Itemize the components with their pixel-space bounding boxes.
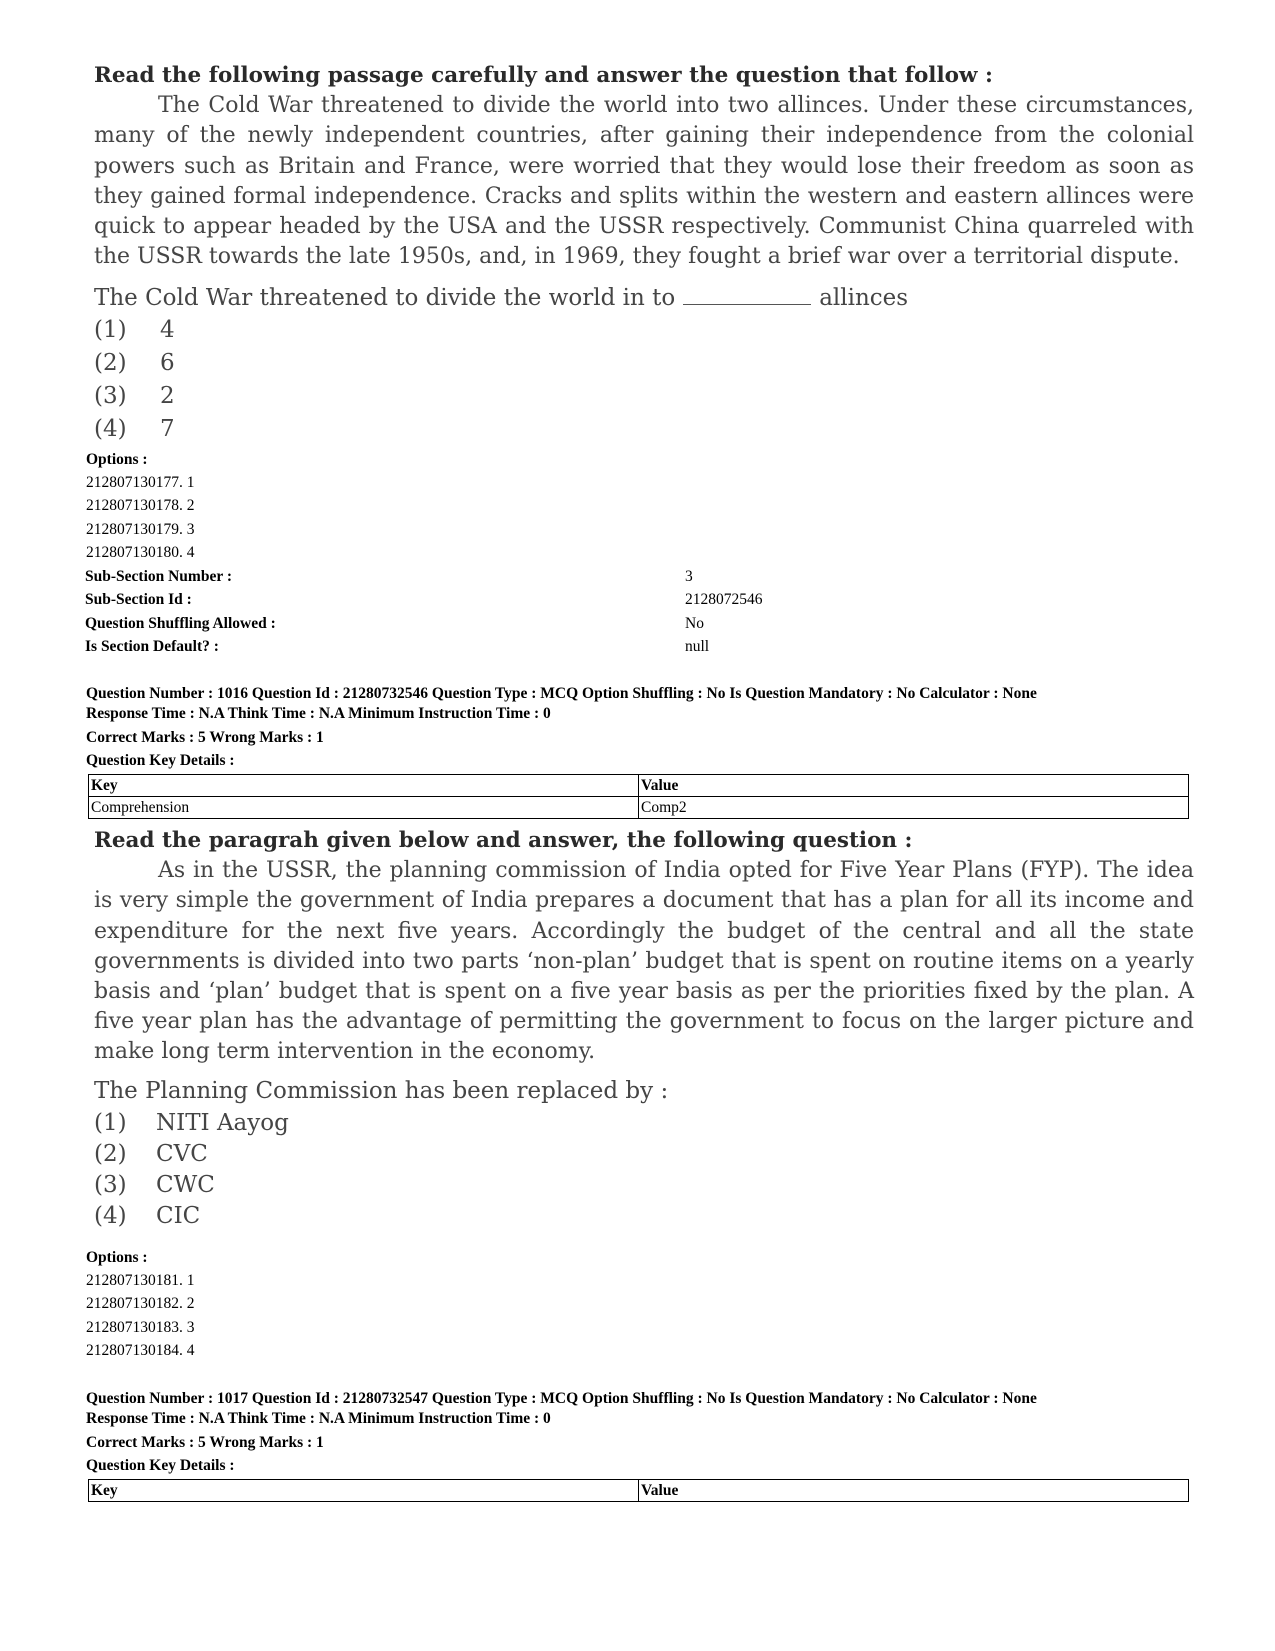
question-header-line: Question Number : 1016 Question Id : 21280732546 Question Type : MCQ Option Shuffling : No Is Question Mandatory : No Calculator : None xyxy=(86,685,1037,702)
choice-item xyxy=(94,1170,494,1201)
passage-heading: Read the paragrah given below and answer, the following question : xyxy=(94,828,913,853)
table-row xyxy=(89,797,1189,819)
question-text-1016 xyxy=(94,1076,994,1106)
choice-text: CVC xyxy=(156,1141,208,1167)
question-header-line: Response Time : N.A Think Time : N.A Minimum Instruction Time : 0 xyxy=(86,1409,551,1427)
table-header-row xyxy=(89,775,1189,797)
passage-block-1016 xyxy=(94,826,1194,1068)
option-id: 212807130181. 1 xyxy=(86,1272,195,1290)
subsection-row xyxy=(85,588,763,611)
choice-number: (2) xyxy=(94,350,127,376)
subsection-value: 2128072546 xyxy=(685,591,763,609)
choice-item xyxy=(94,413,494,446)
subsection-value: 3 xyxy=(685,568,693,585)
subsection-value: null xyxy=(685,637,710,655)
options-label: Options : xyxy=(86,1249,148,1266)
option-id: 212807130177. 1 xyxy=(86,474,195,492)
question-header-1017 xyxy=(86,1389,1246,1428)
subsection-key: Is Section Default? : xyxy=(85,637,219,655)
passage-block-1015 xyxy=(94,61,1194,272)
subsection-key: Question Shuffling Allowed : xyxy=(85,614,276,632)
option-id: 212807130178. 2 xyxy=(86,497,195,515)
choice-number: (2) xyxy=(94,1141,127,1167)
key-details-label: Question Key Details : xyxy=(86,1457,235,1475)
key-details-label: Question Key Details : xyxy=(86,752,235,770)
option-id: 212807130183. 3 xyxy=(86,1318,195,1336)
subsection-key: Sub-Section Number : xyxy=(85,568,232,585)
passage-heading: Read the following passage carefully and answer the question that follow : xyxy=(94,63,993,88)
question-marks-1016 xyxy=(86,726,324,772)
options-label: Options : xyxy=(86,451,148,468)
choice-list-1015 xyxy=(94,314,494,446)
answer-blank xyxy=(683,286,811,305)
question-marks-1017 xyxy=(86,1431,324,1477)
passage-text: The Cold War threatened to divide the world into two allinces. Under these circumstances, many of the newly independent countries, after gaining their independence from the colonial powers such as Britain and France, were worried that they would lose their freedom as soon as they gained formal independence. Cracks and splits within the western and eastern allinces were quick to appear headed by the USA and the USSR respectively. Communist China quarreled with the USSR towards the late 1950s, and, in 1969, they fought a brief war over a territorial dispute. xyxy=(94,93,1194,270)
option-id: 212807130184. 4 xyxy=(86,1341,195,1359)
choice-item xyxy=(94,1201,494,1232)
choice-item xyxy=(94,1139,494,1170)
subsection-row xyxy=(85,565,763,588)
choice-number: (1) xyxy=(94,1110,127,1136)
choice-number: (4) xyxy=(94,1203,127,1229)
choice-item xyxy=(94,1108,494,1139)
question-header-1016 xyxy=(86,684,1246,723)
choice-text: CWC xyxy=(156,1172,215,1198)
marks-line: Correct Marks : 5 Wrong Marks : 1 xyxy=(86,1434,324,1451)
choice-text: CIC xyxy=(156,1203,201,1229)
option-id: 212807130182. 2 xyxy=(86,1295,195,1313)
option-id: 212807130180. 4 xyxy=(86,543,195,561)
options-block-1015 xyxy=(86,448,195,564)
subsection-info xyxy=(85,565,763,658)
choice-item xyxy=(94,380,494,413)
choice-text: 4 xyxy=(160,317,175,343)
options-block-1016 xyxy=(86,1246,195,1362)
choice-text: 6 xyxy=(160,350,175,376)
subsection-key: Sub-Section Id : xyxy=(85,591,192,609)
key-cell: Comprehension xyxy=(89,797,639,819)
value-header: Value xyxy=(639,1480,1189,1502)
option-id: 212807130179. 3 xyxy=(86,520,195,538)
key-header: Key xyxy=(89,775,639,797)
value-cell: Comp2 xyxy=(639,797,1189,819)
key-header: Key xyxy=(89,1480,639,1502)
choice-list-1016 xyxy=(94,1108,494,1232)
marks-line: Correct Marks : 5 Wrong Marks : 1 xyxy=(86,729,324,746)
value-header: Value xyxy=(639,775,1189,797)
choice-number: (4) xyxy=(94,416,127,442)
question-text: The Planning Commission has been replaced by : xyxy=(94,1078,669,1104)
choice-number: (3) xyxy=(94,383,127,409)
passage-text: As in the USSR, the planning commission of India opted for Five Year Plans (FYP). The idea is very simple the government of India prepares a document that has a plan for all its income and expenditure for the next five years. Accordingly the budget of the central and all the state governments is divided into two parts ‘non-plan’ budget that is spent on routine items on a yearly basis and ‘plan’ budget that is spent on a five year basis as per the priorities fixed by the plan. A five year plan has the advantage of permitting the government to focus on the larger picture and make long term intervention in the economy. xyxy=(94,858,1194,1065)
choice-number: (1) xyxy=(94,317,127,343)
choice-number: (3) xyxy=(94,1172,127,1198)
subsection-row xyxy=(85,635,763,658)
choice-text: 7 xyxy=(160,416,175,442)
question-text-1015 xyxy=(94,283,994,313)
subsection-value: No xyxy=(685,614,704,632)
table-header-row xyxy=(89,1480,1189,1502)
question-prefix: The Cold War threatened to divide the world in to xyxy=(94,285,676,311)
choice-item xyxy=(94,347,494,380)
choice-text: 2 xyxy=(160,383,175,409)
question-suffix: allinces xyxy=(819,285,909,311)
question-header-line: Response Time : N.A Think Time : N.A Minimum Instruction Time : 0 xyxy=(86,704,551,722)
key-details-table-1017 xyxy=(88,1479,1189,1502)
choice-item xyxy=(94,314,494,347)
choice-text: NITI Aayog xyxy=(156,1110,289,1136)
question-header-line: Question Number : 1017 Question Id : 21280732547 Question Type : MCQ Option Shuffling : No Is Question Mandatory : No Calculator : None xyxy=(86,1390,1037,1407)
key-details-table-1016 xyxy=(88,774,1189,819)
subsection-row xyxy=(85,612,763,635)
